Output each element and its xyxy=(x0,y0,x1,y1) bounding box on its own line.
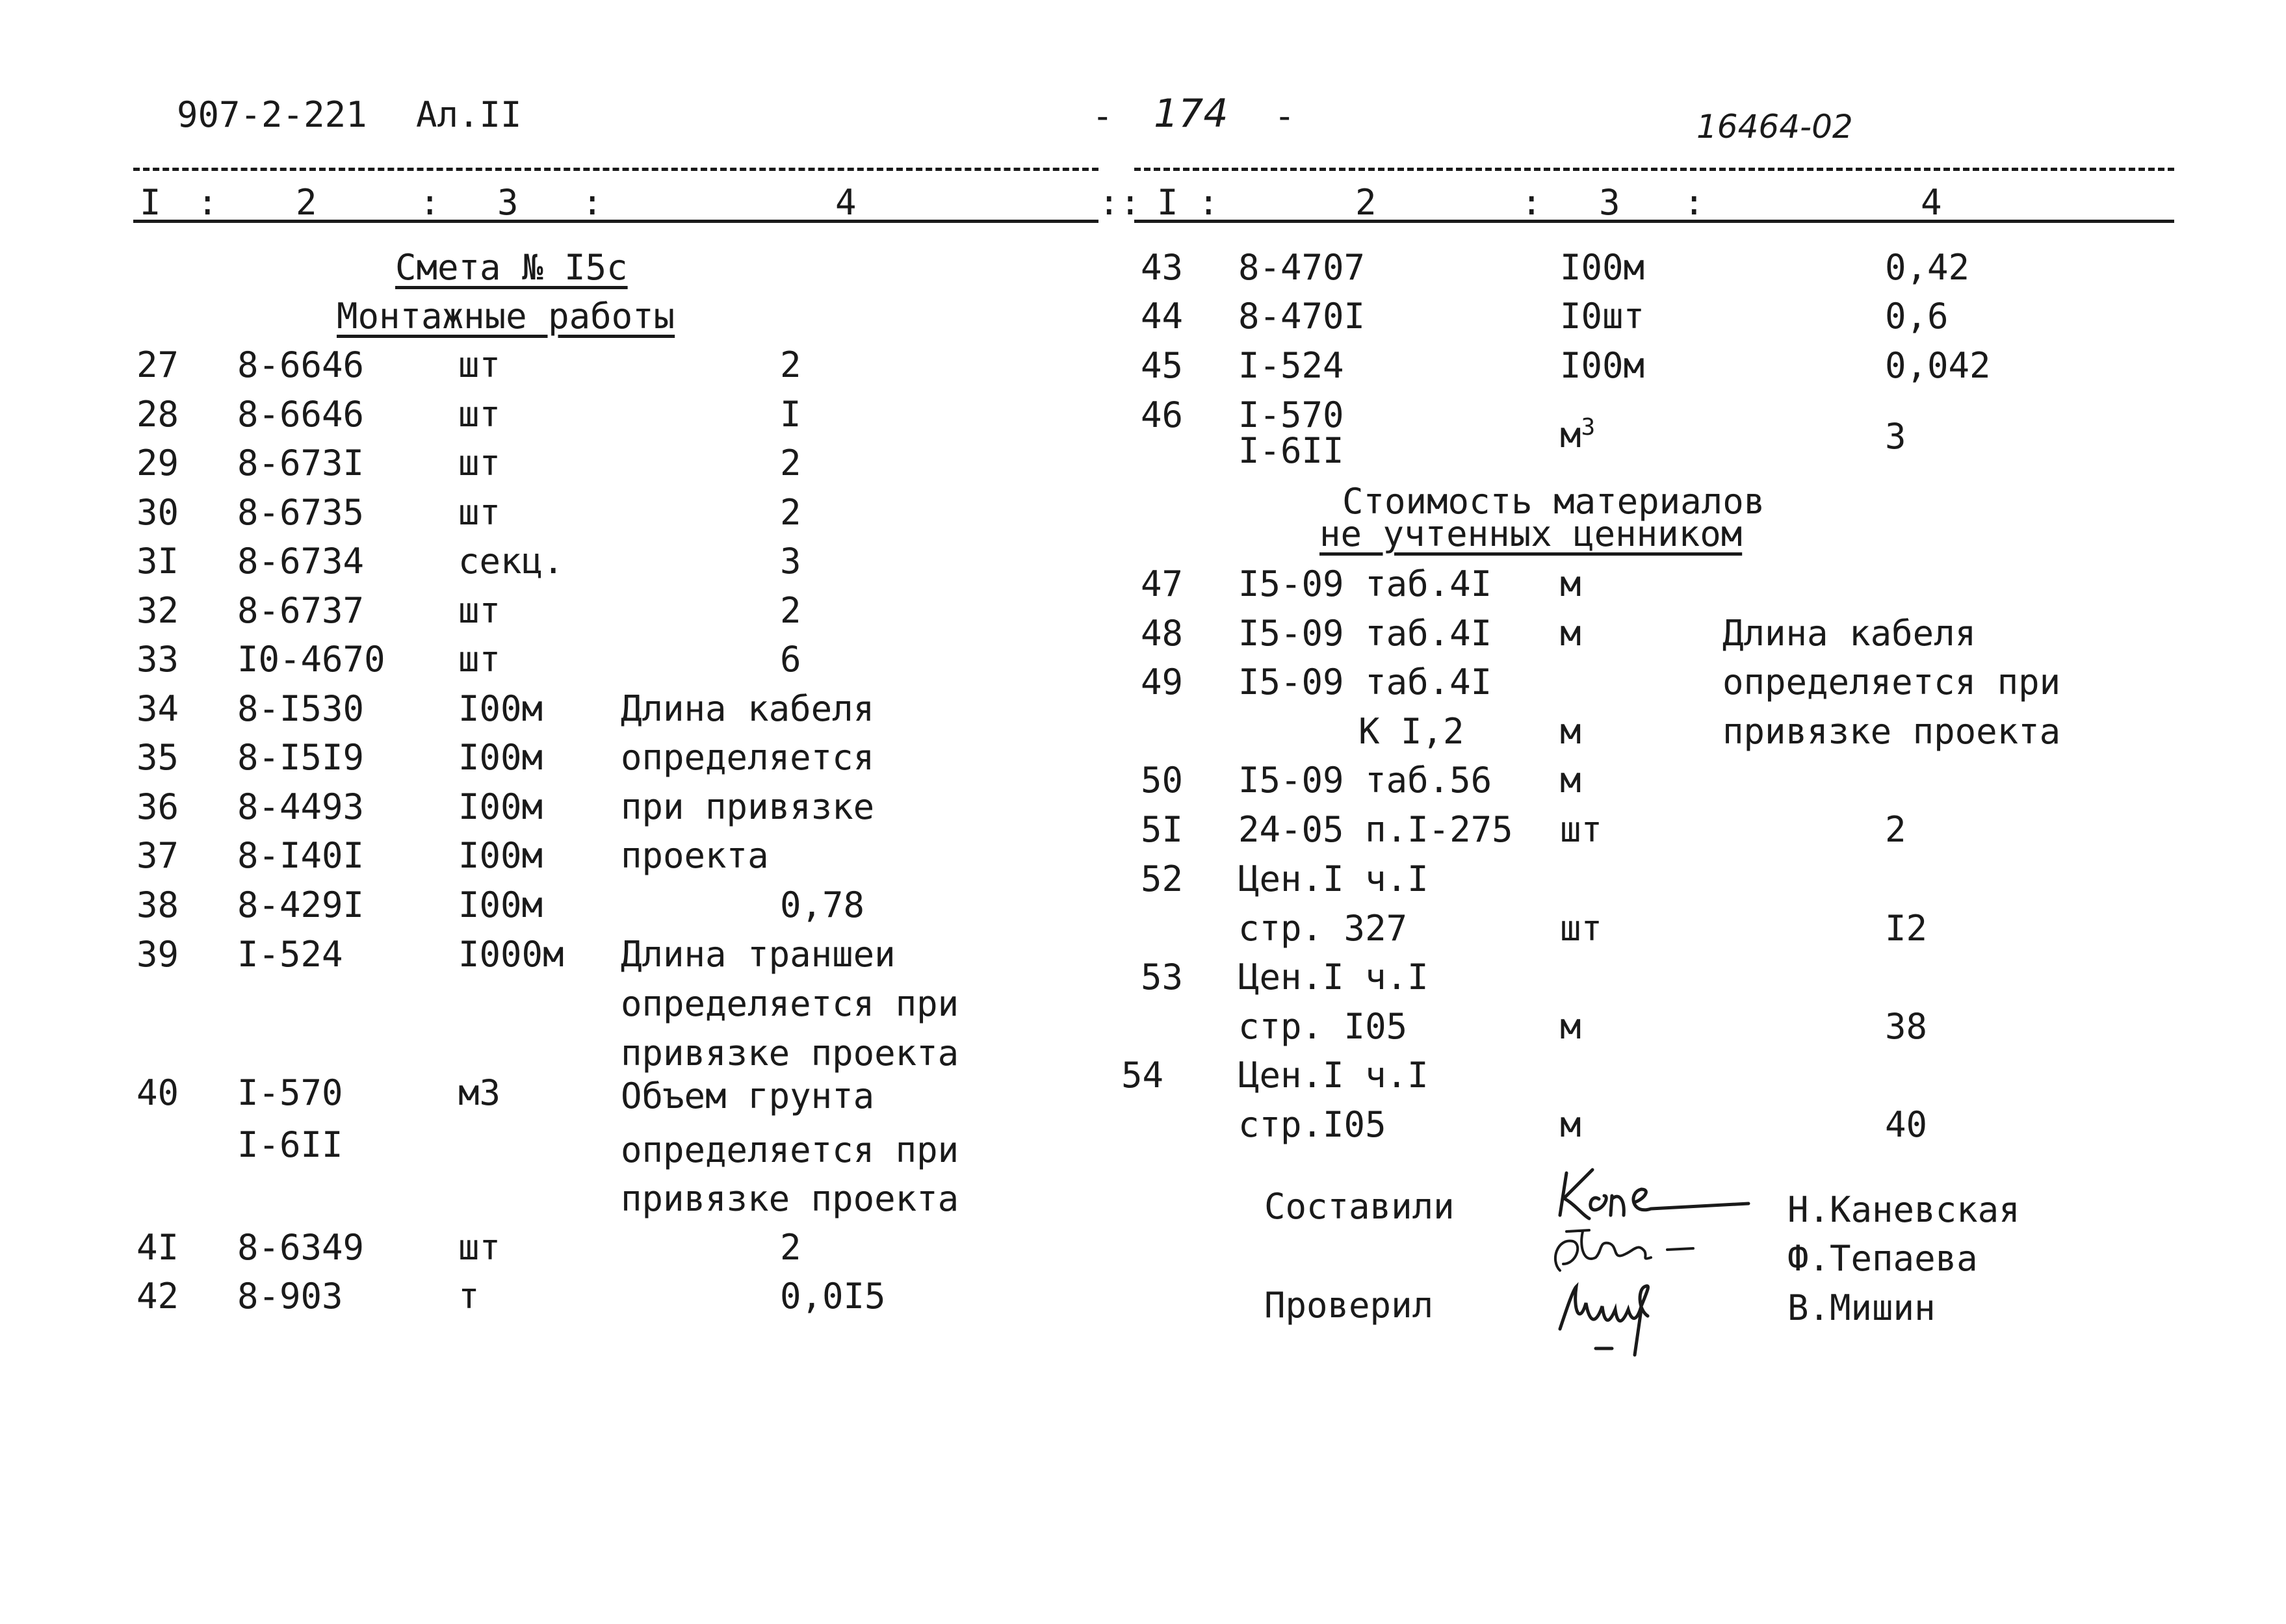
row-number: 52 xyxy=(1141,858,1184,899)
row-code: Цен.I ч.I xyxy=(1238,1055,1429,1096)
row-code: I5-09 таб.56 xyxy=(1238,760,1492,801)
row-number: 35 xyxy=(136,737,179,778)
row-number: 33 xyxy=(136,639,179,680)
unit-superscript: 3 xyxy=(1581,414,1596,441)
row-number: 46 xyxy=(1141,394,1184,435)
row-code: Цен.I ч.I xyxy=(1238,957,1429,998)
signature-tepaeva xyxy=(1537,1225,1706,1277)
row-code: I5-09 таб.4I xyxy=(1238,613,1492,654)
row-value: 2 xyxy=(780,443,801,483)
table-half-separator: :: xyxy=(1098,182,1141,223)
row-code: I-524 xyxy=(237,934,343,975)
signature-kanevskaya xyxy=(1553,1163,1761,1235)
col-header-sep: : xyxy=(197,182,218,223)
row-code: 8-6734 xyxy=(237,541,365,582)
row-number: 32 xyxy=(136,590,179,631)
document-code: 907-2-221 xyxy=(177,94,367,135)
inventory-number: 16464-02 xyxy=(1696,108,1853,146)
row-number: 29 xyxy=(136,443,179,483)
col-header-sep: : xyxy=(1683,182,1705,223)
row-number: 44 xyxy=(1141,296,1184,337)
row-code: I-570 xyxy=(237,1072,343,1113)
col-header-sep: : xyxy=(419,182,441,223)
signature-mishin xyxy=(1540,1270,1696,1361)
row-number: 45 xyxy=(1141,345,1184,386)
row-note: Длина кабеля xyxy=(621,688,875,729)
unit-text: м xyxy=(1560,415,1581,456)
row-number: 48 xyxy=(1141,613,1184,654)
row-unit: м xyxy=(1560,760,1581,801)
row-value: I xyxy=(780,394,801,435)
row-unit: секц. xyxy=(458,541,564,582)
row-code: 8-6735 xyxy=(237,492,365,533)
page-dash-left: - xyxy=(1092,96,1113,136)
row-unit: I00м xyxy=(458,688,543,729)
row-number: 30 xyxy=(136,492,179,533)
row-note: определяется при xyxy=(621,983,959,1024)
row-unit: м xyxy=(1560,1104,1581,1145)
row-number: 40 xyxy=(136,1072,179,1113)
row-unit: I00м xyxy=(458,786,543,827)
row-number: 39 xyxy=(136,934,179,975)
row-unit: шт xyxy=(1560,908,1603,949)
row-value: 0,78 xyxy=(780,884,865,925)
row-unit: м xyxy=(1560,711,1581,752)
row-note: определяется при xyxy=(621,1129,959,1170)
row-value: 6 xyxy=(780,639,801,680)
row-value: 0,042 xyxy=(1885,345,1991,386)
row-note: привязке проекта xyxy=(621,1178,959,1219)
row-code: 8-470I xyxy=(1238,296,1366,337)
row-code: стр.I05 xyxy=(1238,1104,1386,1145)
row-code: 8-6646 xyxy=(237,394,365,435)
row-unit: шт xyxy=(458,492,501,533)
row-note: при привязке xyxy=(621,786,875,827)
signer-name-tepaeva: Ф.Тепаева xyxy=(1787,1238,1978,1279)
header-bottom-rule-right xyxy=(1134,220,2174,223)
col-header-2: 2 xyxy=(296,182,317,223)
row-code: 8-I5I9 xyxy=(237,737,365,778)
row-unit: I000м xyxy=(458,934,564,975)
album-number: Ал.II xyxy=(416,94,522,135)
header-top-rule-right xyxy=(1134,168,2174,171)
row-code: 8-4707 xyxy=(1238,247,1366,288)
col-header-3: 3 xyxy=(497,182,519,223)
row-number: 4I xyxy=(136,1227,179,1268)
estimate-title: Смета № I5с xyxy=(395,247,628,288)
row-unit: шт xyxy=(458,443,501,483)
header-bottom-rule-left xyxy=(133,220,1098,223)
row-note: определяется xyxy=(621,737,875,778)
col-header-4: 4 xyxy=(835,182,857,223)
row-unit xyxy=(1560,414,1596,456)
row-unit: шт xyxy=(458,344,501,385)
row-value: 2 xyxy=(780,590,801,631)
col-header-3-right: 3 xyxy=(1599,182,1620,223)
row-number: 49 xyxy=(1141,662,1184,702)
row-number: 43 xyxy=(1141,247,1184,288)
row-code: 8-6349 xyxy=(237,1227,365,1268)
row-value: 2 xyxy=(780,1227,801,1268)
row-note: Длина траншеи xyxy=(621,934,896,975)
row-code: I0-4670 xyxy=(237,639,385,680)
col-header-sep: : xyxy=(1521,182,1542,223)
row-value: 0,0I5 xyxy=(780,1276,886,1317)
row-unit: I00м xyxy=(1560,247,1645,288)
row-note: определяется при xyxy=(1722,662,2061,702)
col-header-1-right: I xyxy=(1157,182,1178,223)
row-number: 36 xyxy=(136,786,179,827)
row-number: 50 xyxy=(1141,760,1184,801)
row-number: 27 xyxy=(136,344,179,385)
row-note: привязке проекта xyxy=(621,1033,959,1074)
row-code: Цен.I ч.I xyxy=(1238,858,1429,899)
row-unit: I00м xyxy=(458,884,543,925)
row-number: 37 xyxy=(136,835,179,876)
row-value: 2 xyxy=(1885,809,1906,850)
row-code: 8-6646 xyxy=(237,344,365,385)
row-code: 8-903 xyxy=(237,1276,343,1317)
col-header-sep: : xyxy=(582,182,603,223)
row-unit: м3 xyxy=(458,1072,501,1113)
row-value: 0,42 xyxy=(1885,247,1970,288)
row-unit: шт xyxy=(458,639,501,680)
row-number: 47 xyxy=(1141,563,1184,604)
row-number: 28 xyxy=(136,394,179,435)
row-number: 5I xyxy=(1141,809,1184,850)
col-header-sep: : xyxy=(1198,182,1219,223)
row-unit: м xyxy=(1560,1006,1581,1047)
row-value: 2 xyxy=(780,492,801,533)
row-value: 0,6 xyxy=(1885,296,1949,337)
section-title-installation: Монтажные работы xyxy=(337,296,675,337)
row-code: I-6II xyxy=(1238,430,1344,471)
row-code: I-524 xyxy=(1238,345,1344,386)
col-header-2-right: 2 xyxy=(1355,182,1377,223)
row-value: 2 xyxy=(780,344,801,385)
row-code: I5-09 таб.4I xyxy=(1238,563,1492,604)
row-number: 42 xyxy=(136,1276,179,1317)
row-note: Объем грунта xyxy=(621,1076,875,1116)
row-value: 3 xyxy=(780,541,801,582)
row-code: 8-I530 xyxy=(237,688,365,729)
header-top-rule-left xyxy=(133,168,1098,171)
row-number: 53 xyxy=(1141,957,1184,998)
page-number: 174 xyxy=(1154,91,1228,136)
row-value: 40 xyxy=(1885,1104,1928,1145)
col-header-1: I xyxy=(140,182,161,223)
row-unit: шт xyxy=(458,394,501,435)
row-code: 24-05 п.I-275 xyxy=(1238,809,1513,850)
row-code: К I,2 xyxy=(1358,711,1464,752)
signer-name-mishin: В.Мишин xyxy=(1787,1287,1936,1328)
row-code: 8-673I xyxy=(237,443,365,483)
row-unit: м xyxy=(1560,613,1581,654)
row-code: 8-I40I xyxy=(237,835,365,876)
page-dash-right: - xyxy=(1274,96,1295,136)
row-unit: м xyxy=(1560,563,1581,604)
row-unit: шт xyxy=(1560,809,1603,850)
row-code: 8-6737 xyxy=(237,590,365,631)
row-unit: I00м xyxy=(458,737,543,778)
row-number: 3I xyxy=(136,541,179,582)
row-unit: I0шт xyxy=(1560,296,1645,337)
row-note: проекта xyxy=(621,835,769,876)
row-code: стр. 327 xyxy=(1238,908,1408,949)
row-code: стр. I05 xyxy=(1238,1006,1408,1047)
row-unit: I00м xyxy=(458,835,543,876)
row-unit: т xyxy=(458,1276,480,1317)
checked-by-label: Проверил xyxy=(1264,1285,1434,1326)
row-value: 3 xyxy=(1885,416,1906,457)
compiled-by-label: Составили xyxy=(1264,1186,1455,1227)
section-title-materials-line2: не учтенных ценником xyxy=(1319,513,1743,554)
col-header-4-right: 4 xyxy=(1921,182,1942,223)
row-unit: I00м xyxy=(1560,345,1645,386)
row-number: 34 xyxy=(136,688,179,729)
row-number: 38 xyxy=(136,884,179,925)
row-note: Длина кабеля xyxy=(1722,613,1977,654)
row-code: 8-4493 xyxy=(237,786,365,827)
row-unit: шт xyxy=(458,1227,501,1268)
signer-name-kanevskaya: Н.Каневская xyxy=(1787,1189,2020,1230)
row-unit: шт xyxy=(458,590,501,631)
row-value: I2 xyxy=(1885,908,1928,949)
row-code: I-570 xyxy=(1238,394,1344,435)
row-number: 54 xyxy=(1121,1055,1164,1096)
row-code: I5-09 таб.4I xyxy=(1238,662,1492,702)
row-code: 8-429I xyxy=(237,884,365,925)
row-value: 38 xyxy=(1885,1006,1928,1047)
row-note: привязке проекта xyxy=(1722,711,2061,752)
row-code: I-6II xyxy=(237,1124,343,1165)
section-title-materials: Стоимость материалов xyxy=(1342,481,1765,522)
